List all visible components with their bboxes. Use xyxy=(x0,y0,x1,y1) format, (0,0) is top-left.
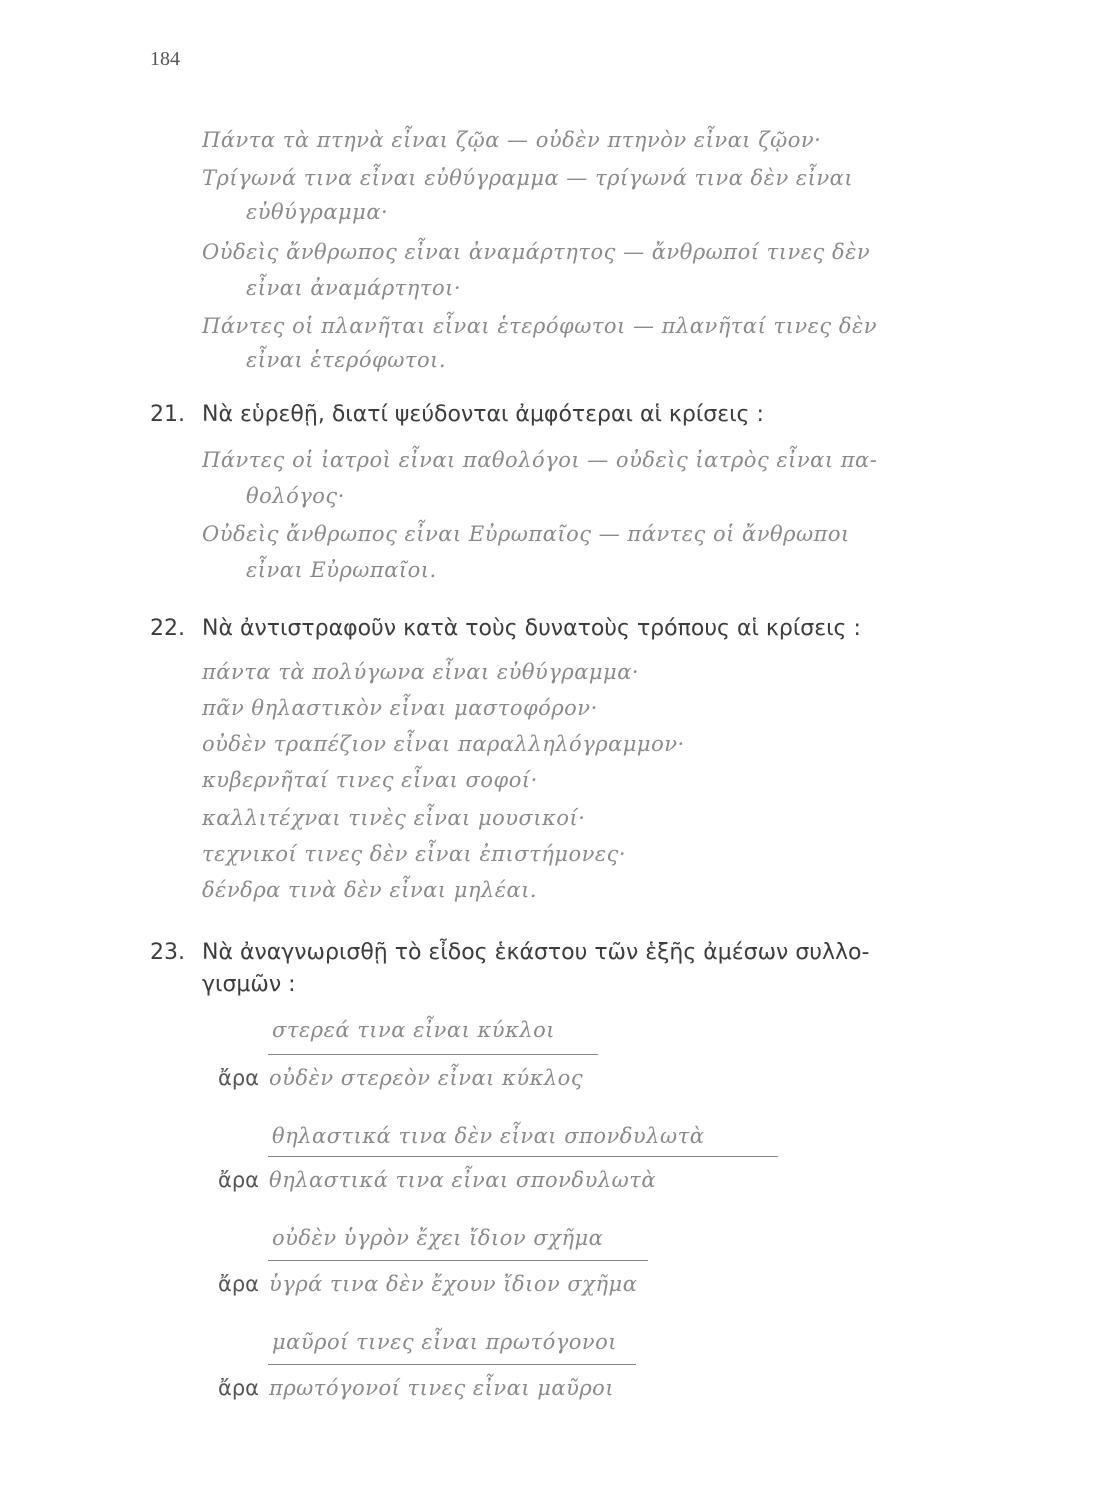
ara-label: ἄρα xyxy=(218,1066,260,1090)
exercise-instruction: Νὰ ἀντιστραφοῦν κατὰ τοὺς δυνατοὺς τρόπους αἱ κρίσεις : xyxy=(202,616,861,641)
syllogism-1-line xyxy=(268,1054,598,1055)
exercise-23-heading xyxy=(150,940,869,965)
exercise-instruction: Νὰ εὑρεθῇ, διατί ψεύδονται ἀμφότεραι αἱ κρίσεις : xyxy=(202,402,764,427)
syllogism-2-conclusion-row xyxy=(218,1168,656,1192)
ex22-line-4: κυβερνῆταί τινες εἶναι σοφοί· xyxy=(202,768,538,792)
syllogism-4-conclusion: πρωτόγονοί τινες εἶναι μαῦροι xyxy=(269,1376,615,1400)
syllogism-4-conclusion-row xyxy=(218,1376,614,1400)
block20-line-1: Πάντα τὰ πτηνὰ εἶναι ζῷα — οὐδὲν πτηνὸν εἶναι ζῷον· xyxy=(202,128,822,152)
ara-label: ἄρα xyxy=(218,1376,260,1400)
syllogism-2-conclusion: θηλαστικά τινα εἶναι σπονδυλωτὰ xyxy=(269,1168,657,1192)
ex21-line-3: Οὐδεὶς ἄνθρωπος εἶναι Εὐρωπαῖος — πάντες οἱ ἄνθρωποι xyxy=(202,522,850,546)
exercise-22-heading xyxy=(150,616,861,641)
syllogism-3-conclusion: ὑγρά τινα δὲν ἔχουν ἴδιον σχῆμα xyxy=(269,1272,638,1296)
syllogism-4-line xyxy=(268,1364,636,1365)
exercise-number: 22. xyxy=(150,616,185,641)
ex22-line-6: τεχνικοί τινες δὲν εἶναι ἐπιστήμονες· xyxy=(202,842,627,866)
ex21-line-4: εἶναι Εὐρωπαῖοι. xyxy=(246,558,437,582)
syllogism-1-conclusion-row xyxy=(218,1066,583,1090)
block20-line-2: Τρίγωνά τινα εἶναι εὐθύγραμμα — τρίγωνά τινα δὲν εἶναι xyxy=(202,166,854,190)
syllogism-3-premise: οὐδὲν ὑγρὸν ἔχει ἴδιον σχῆμα xyxy=(272,1226,604,1250)
syllogism-3-line xyxy=(268,1260,648,1261)
block20-line-5: εἶναι ἀναμάρτητοι· xyxy=(246,276,462,300)
ex22-line-3: οὐδὲν τραπέζιον εἶναι παραλληλόγραμμον· xyxy=(202,732,685,756)
exercise-23-heading-cont: γισμῶν : xyxy=(202,972,296,997)
exercise-instruction: Νὰ ἀναγνωρισθῇ τὸ εἶδος ἑκάστου τῶν ἑξῆς ἀμέσων συλλο- xyxy=(202,940,870,965)
ex22-line-7: δένδρα τινὰ δὲν εἶναι μηλέαι. xyxy=(202,878,538,902)
exercise-number: 23. xyxy=(150,940,185,965)
exercise-number: 21. xyxy=(150,402,185,427)
syllogism-1-conclusion: οὐδὲν στερεὸν εἶναι κύκλος xyxy=(269,1066,584,1090)
page-number: 184 xyxy=(150,48,180,70)
block20-line-7: εἶναι ἑτερόφωτοι. xyxy=(246,348,447,372)
ex22-line-5: καλλιτέχναι τινὲς εἶναι μουσικοί· xyxy=(202,806,586,830)
ex21-line-1: Πάντες οἱ ἰατροὶ εἶναι παθολόγοι — οὐδεὶς ἰατρὸς εἶναι πα- xyxy=(202,448,878,472)
block20-line-3: εὐθύγραμμα· xyxy=(246,200,389,224)
syllogism-3-conclusion-row xyxy=(218,1272,637,1296)
exercise-21-heading xyxy=(150,402,764,427)
syllogism-1-premise: στερεά τινα εἶναι κύκλοι xyxy=(272,1018,556,1042)
ara-label: ἄρα xyxy=(218,1272,260,1296)
ex21-line-2: θολόγος· xyxy=(246,484,345,508)
ex22-line-2: πᾶν θηλαστικὸν εἶναι μαστοφόρον· xyxy=(202,696,598,720)
syllogism-2-line xyxy=(268,1156,778,1157)
block20-line-6: Πάντες οἱ πλανῆται εἶναι ἑτερόφωτοι — πλανῆταί τινες δὲν xyxy=(202,314,878,338)
block20-line-4: Οὐδεὶς ἄνθρωπος εἶναι ἀναμάρτητος — ἄνθρωποί τινες δὲν xyxy=(202,240,871,264)
syllogism-4-premise: μαῦροί τινες εἶναι πρωτόγονοι xyxy=(272,1330,618,1354)
ex22-line-1: πάντα τὰ πολύγωνα εἶναι εὐθύγραμμα· xyxy=(202,660,640,684)
ara-label: ἄρα xyxy=(218,1168,260,1192)
syllogism-2-premise: θηλαστικά τινα δὲν εἶναι σπονδυλωτὰ xyxy=(272,1124,705,1148)
